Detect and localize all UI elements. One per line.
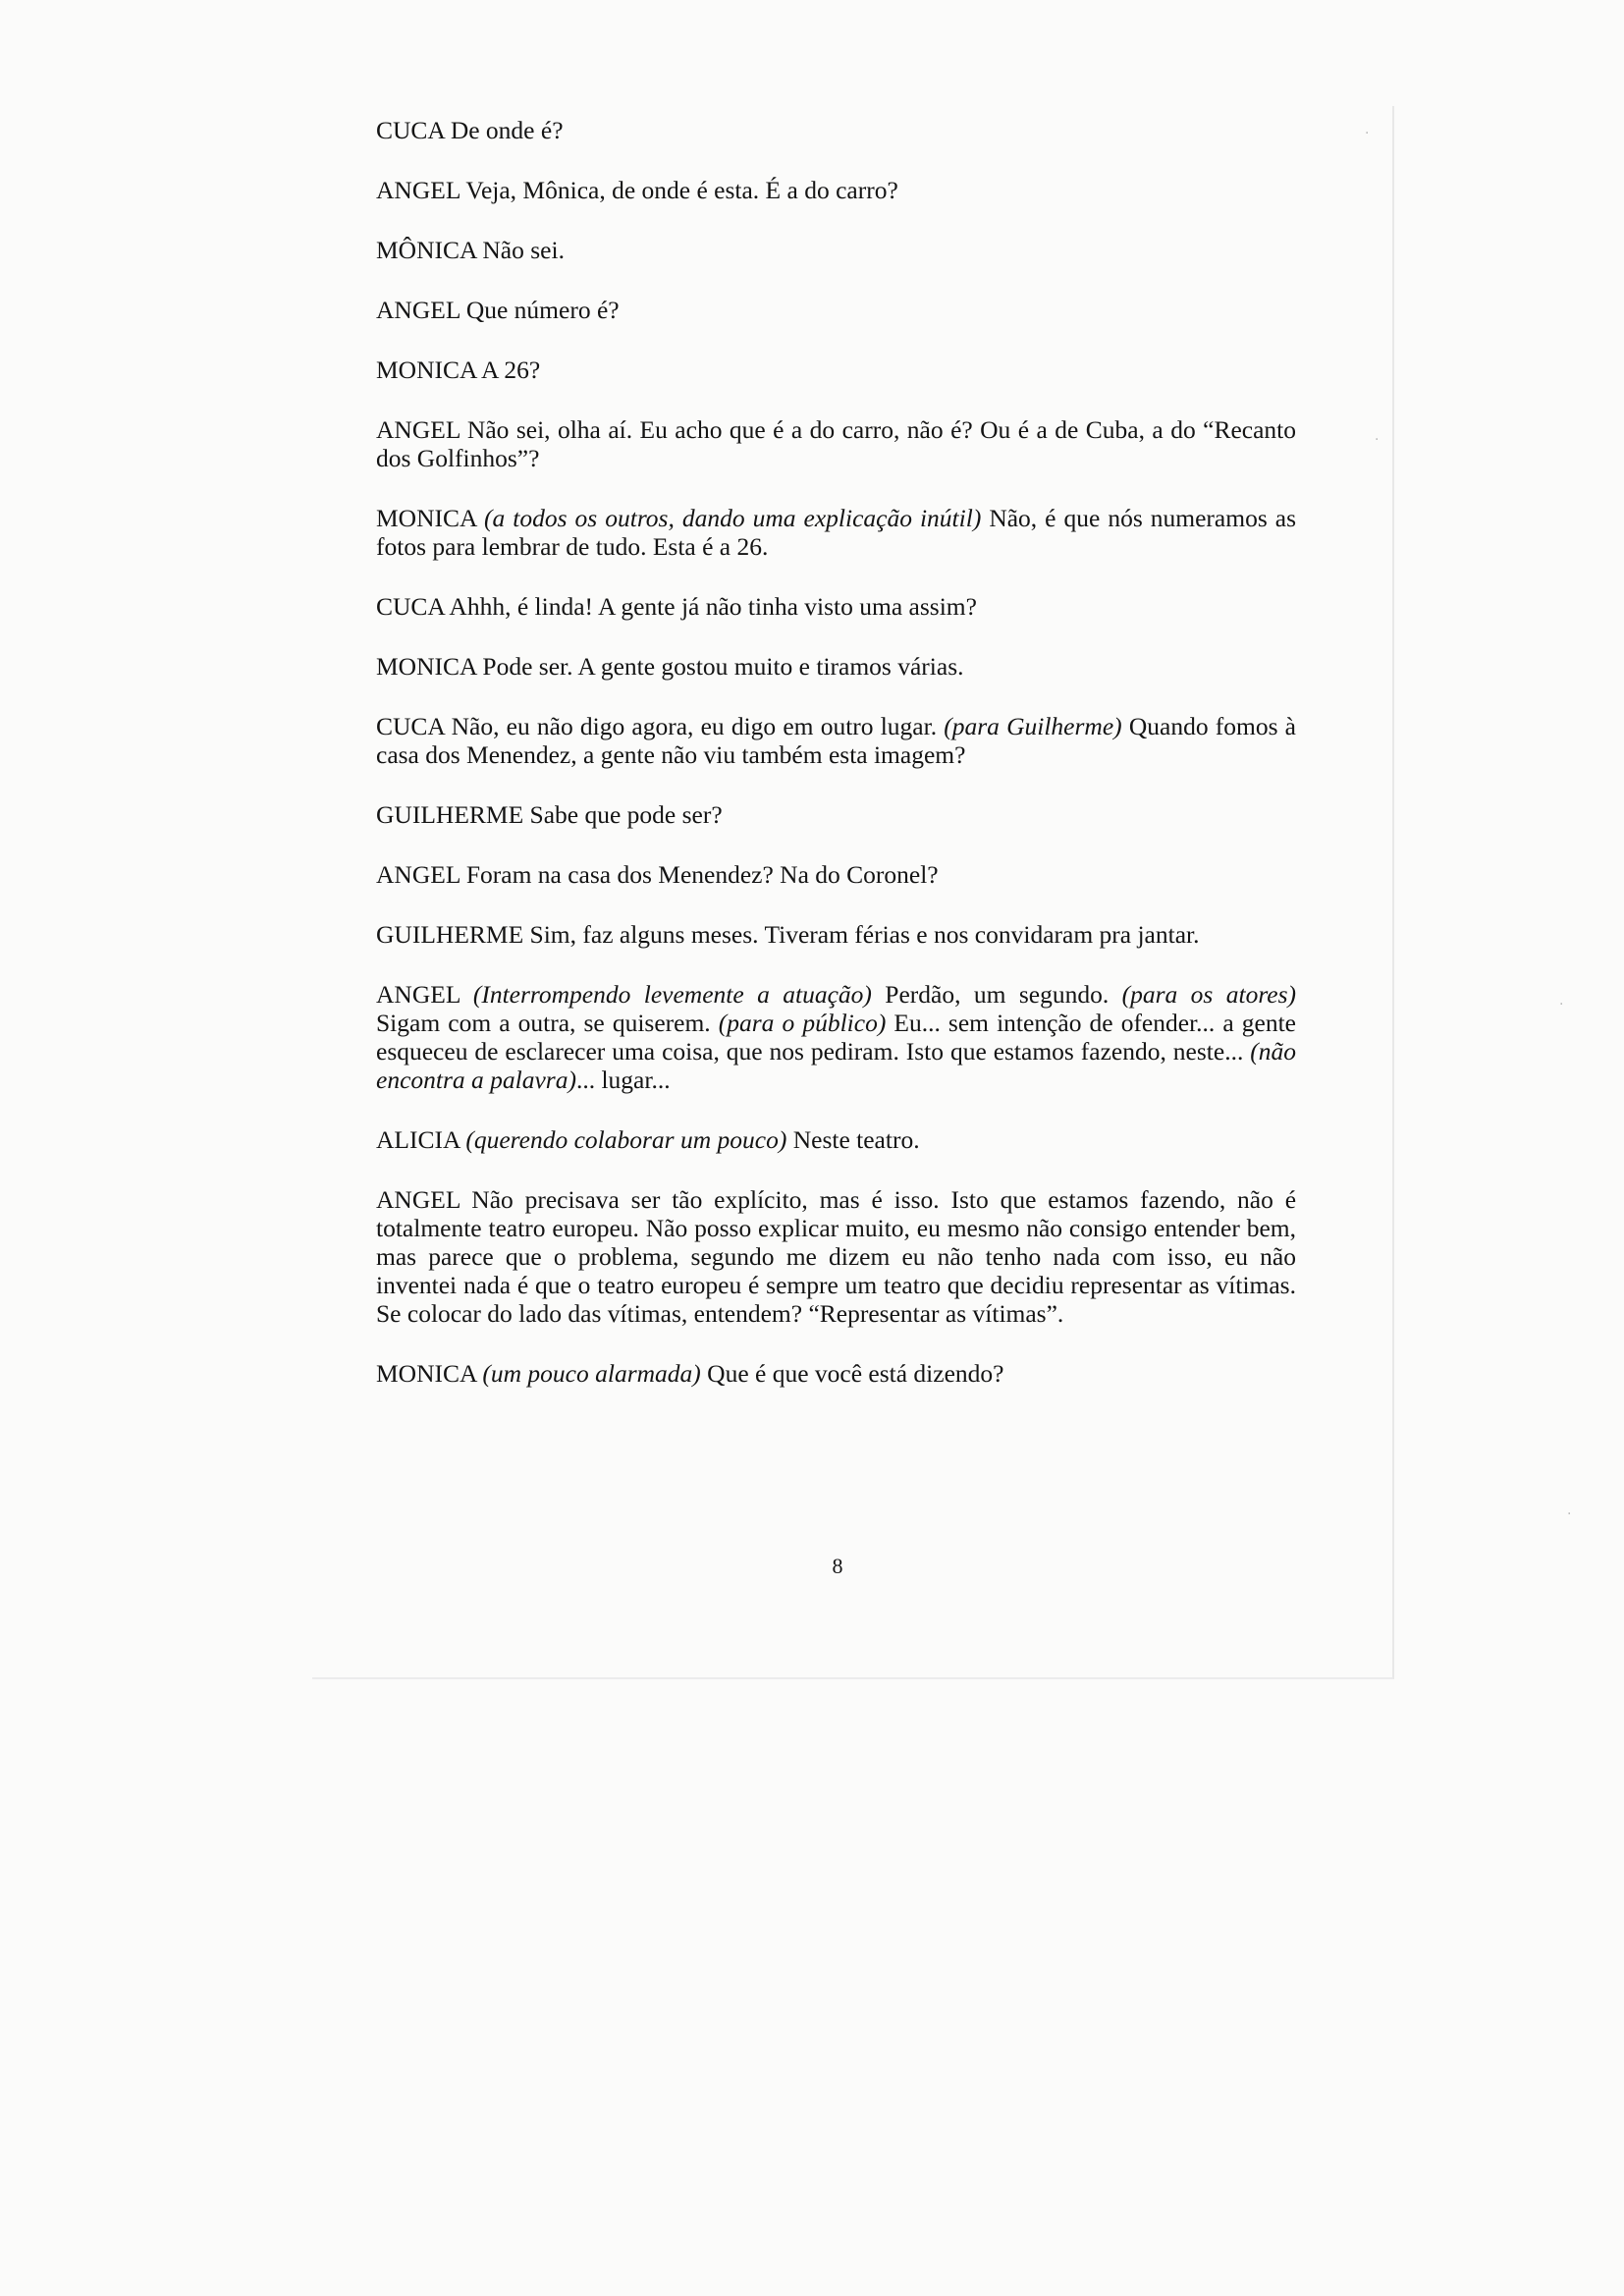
stage-direction: (não encontra a palavra) (376, 1037, 1296, 1094)
stage-direction: (a todos os outros, dando uma explicação inútil) (484, 504, 982, 532)
stage-direction: (um pouco alarmada) (482, 1359, 701, 1388)
dialogue-paragraph (376, 1359, 1296, 1388)
dialogue-paragraph (376, 652, 1296, 681)
spoken-text: Sigam com a outra, se quiserem. (376, 1009, 719, 1037)
speaker-name: GUILHERME (376, 800, 530, 829)
speaker-name: ANGEL (376, 296, 466, 324)
stage-direction: (para o público) (718, 1009, 887, 1037)
spoken-text: Perdão, um segundo. (871, 980, 1122, 1009)
spoken-text: Não sei. (482, 236, 565, 264)
spoken-text: Foram na casa dos Menendez? Na do Coronel? (465, 860, 939, 889)
page-number: 8 (832, 1554, 843, 1578)
dialogue-paragraph (376, 592, 1296, 621)
speaker-name: MONICA (376, 1359, 483, 1388)
speaker-name: ALICIA (376, 1125, 466, 1154)
script-text (376, 116, 1296, 1419)
dialogue-paragraph (376, 1185, 1296, 1328)
speaker-name: MONICA (376, 652, 483, 681)
speaker-name: ANGEL (376, 980, 473, 1009)
scan-speck: · (1559, 997, 1564, 1012)
spoken-text: Não, eu não digo agora, eu digo em outro lugar. (451, 712, 945, 740)
dialogue-paragraph (376, 980, 1296, 1094)
dialogue-paragraph (376, 504, 1296, 561)
speaker-name: MONICA (376, 355, 481, 384)
spoken-text: Não precisava ser tão explícito, mas é isso. Isto que estamos fazendo, não é totalmente teatro europeu. Não posso explicar muito, eu mesmo não consigo entender bem, mas parece que o problema, segundo me dizem eu não tenho nada com isso, eu não inventei nada é que o teatro europeu é sempre um teatro que decidiu representar as vítimas. Se colocar do lado das vítimas, entendem? “Representar as vítimas”. (376, 1185, 1297, 1328)
dialogue-paragraph (376, 920, 1296, 949)
dialogue-paragraph (376, 712, 1296, 769)
spoken-text: A 26? (480, 355, 541, 384)
scan-speck: · (1365, 126, 1370, 141)
spoken-text: Não sei, olha aí. Eu acho que é a do carro, não é? Ou é a de Cuba, a do “Recanto dos Golfinhos”? (376, 415, 1296, 472)
dialogue-paragraph (376, 1125, 1296, 1154)
spoken-text: Sabe que pode ser? (529, 800, 723, 829)
dialogue-paragraph (376, 296, 1296, 324)
spoken-text: Não, é que nós numeramos as fotos para lembrar de tudo. Esta é a 26. (376, 504, 1296, 561)
speaker-name: GUILHERME (376, 920, 530, 949)
scan-speck: · (1375, 432, 1380, 448)
dialogue-paragraph (376, 355, 1296, 384)
spoken-text: Veja, Mônica, de onde é esta. É a do carro? (465, 176, 898, 204)
stage-direction: (para Guilherme) (944, 712, 1122, 740)
dialogue-paragraph (376, 236, 1296, 264)
speaker-name: MÔNICA (376, 236, 483, 264)
spoken-text: Eu... sem intenção de ofender... a gente esqueceu de esclarecer uma coisa, que nos pediram. Isto que estamos fazendo, neste... (376, 1009, 1296, 1066)
spoken-text: Quando fomos à casa dos Menendez, a gente não viu também esta imagem? (376, 712, 1296, 769)
dialogue-paragraph (376, 860, 1296, 889)
speaker-name: CUCA (376, 116, 451, 144)
spoken-text: ... lugar... (575, 1066, 671, 1094)
spoken-text: Ahhh, é linda! A gente já não tinha visto uma assim? (449, 592, 977, 621)
stage-direction: (querendo colaborar um pouco) (465, 1125, 787, 1154)
speaker-name: ANGEL (376, 176, 466, 204)
dialogue-paragraph (376, 415, 1296, 472)
speaker-name: ANGEL (376, 860, 466, 889)
speaker-name: MONICA (376, 504, 485, 532)
spoken-text: Neste teatro. (786, 1125, 920, 1154)
dialogue-paragraph (376, 116, 1296, 144)
spoken-text: Que número é? (465, 296, 620, 324)
speaker-name: CUCA (376, 592, 450, 621)
stage-direction: (Interrompendo levemente a atuação) (472, 980, 872, 1009)
spoken-text: Sim, faz alguns meses. Tiveram férias e nos convidaram pra jantar. (529, 920, 1200, 949)
spoken-text: Pode ser. A gente gostou muito e tiramos várias. (482, 652, 964, 681)
spoken-text: Que é que você está dizendo? (700, 1359, 1004, 1388)
dialogue-paragraph (376, 800, 1296, 829)
stage-direction: (para os atores) (1121, 980, 1297, 1009)
speaker-name: ANGEL (376, 415, 467, 444)
spoken-text: De onde é? (450, 116, 564, 144)
scan-speck: · (1567, 1506, 1572, 1522)
speaker-name: ANGEL (376, 1185, 472, 1214)
speaker-name: CUCA (376, 712, 452, 740)
dialogue-paragraph (376, 176, 1296, 204)
